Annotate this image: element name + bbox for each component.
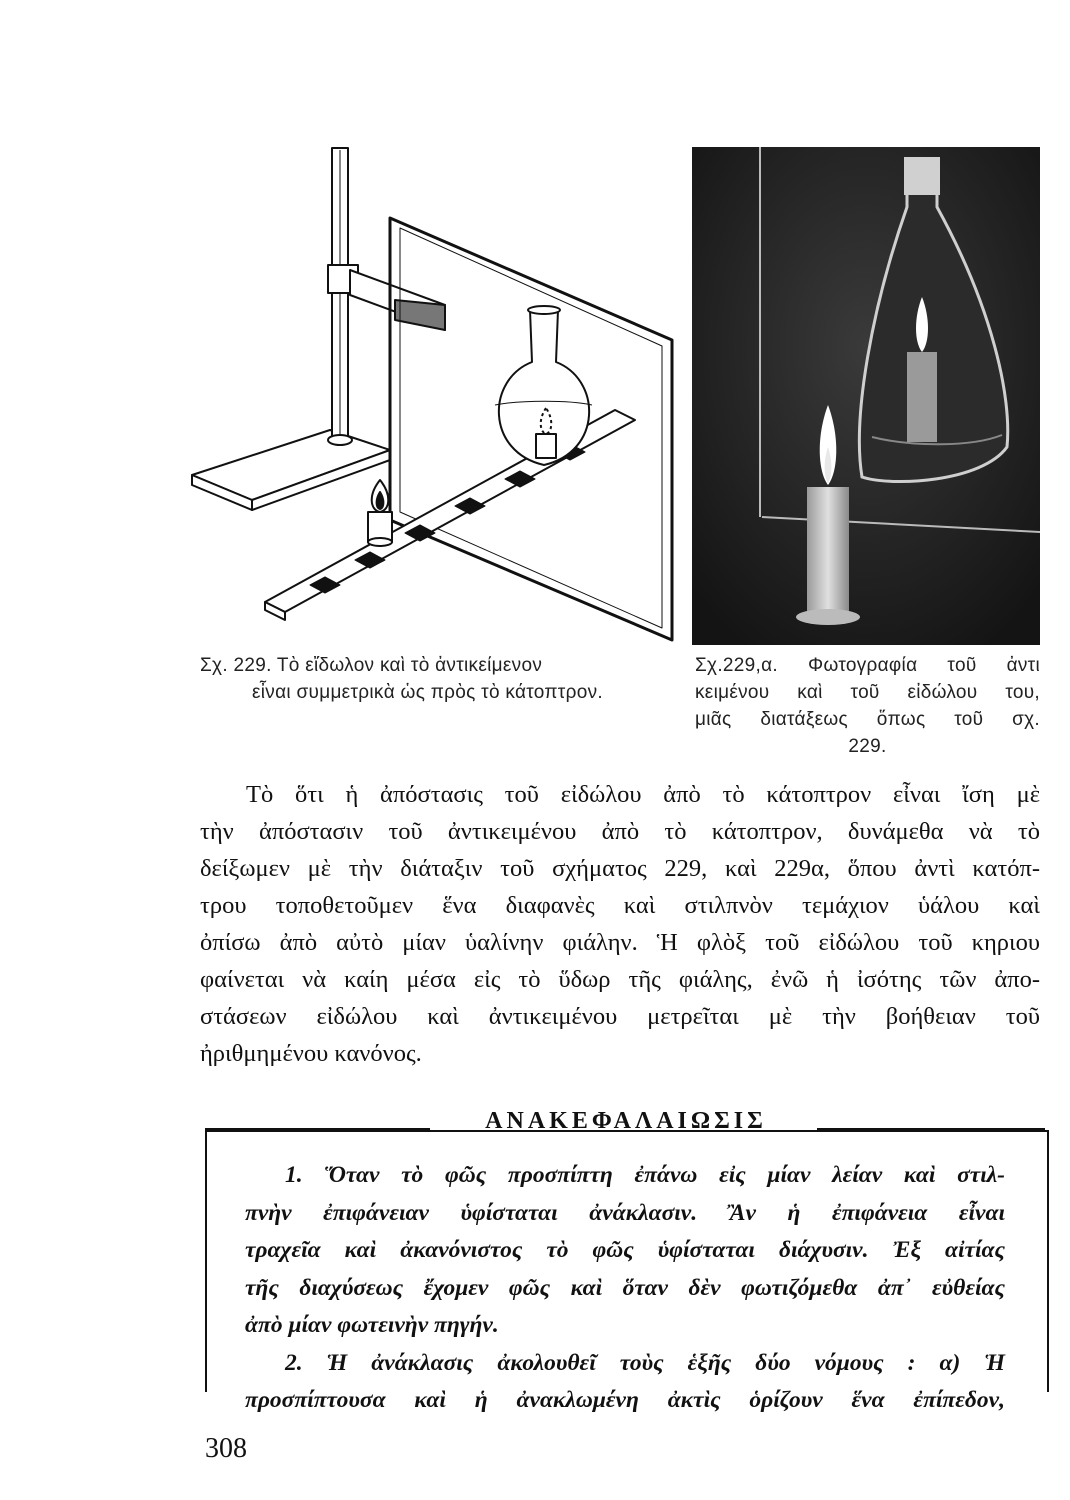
caption-line: 229. [848,736,887,757]
caption-figure-229a [695,652,1040,760]
summary-title: ΑΝΑΚΕΦΑΛΑΙΩΣΙΣ [485,1108,767,1134]
caption-line: Σχ. 229. Τὸ εἴδωλον καὶ τὸ ἀντικείμενον [200,655,543,676]
body-line: στάσεων εἰδώλου καὶ ἀντικειμένου μετρεῖται μὲ τὴν βοήθειαν τοῦ [200,1003,1040,1030]
figure-229a-photograph [692,147,1040,645]
page-number: 308 [205,1433,247,1464]
summary-line: τραχεῖα καὶ ἀκανόνιστος τὸ φῶς ὑφίσταται διάχυσιν. Ἐξ αἰτίας [245,1237,1005,1263]
summary-line: 1. Ὅταν τὸ φῶς προσπίπτη ἐπάνω εἰς μίαν λείαν καὶ στιλ- [285,1162,1005,1188]
body-line: ἠριθμημένου κανόνος. [200,1040,422,1067]
caption-line: εἶναι συμμετρικὰ ὡς πρὸς τὸ κάτοπτρον. [252,682,603,703]
body-line: φαίνεται νὰ καίη μέσα εἰς τὸ ὕδωρ τῆς φιάλης, ἐνῶ ἡ ἰσότης τῶν ἀπο- [200,966,1040,993]
caption-line: Σχ.229,α. Φωτογραφία τοῦ ἀντι [695,655,1040,676]
body-line: τὴν ἀπόστασιν τοῦ ἀντικειμένου ἀπὸ τὸ κάτοπτρον, δυνάμεθα νὰ τὸ [200,818,1040,845]
caption-figure-229 [200,652,670,706]
body-line: Τὸ ὅτι ἡ ἀπόστασις τοῦ εἰδώλου ἀπὸ τὸ κάτοπτρον εἶναι ἴση μὲ [246,781,1040,808]
summary-line: 2. Ἡ ἀνάκλασις ἀκολουθεῖ τοὺς ἑξῆς δύο νόμους : α) Ἡ [285,1349,1005,1376]
photo-candle [807,487,849,617]
body-line: δείξωμεν μὲ τὴν διάταξιν τοῦ σχήματος 229, καὶ 229α, ὅπου ἀντὶ κατόπ- [200,855,1040,882]
summary-line: τῆς διαχύσεως ἔχομεν φῶς καὶ ὅταν δὲν φωτιζόμεθα ἀπ᾽ εὐθείας [245,1274,1005,1301]
figure-229-apparatus-drawing [190,140,690,650]
body-paragraph [200,776,1040,1072]
body-line: τρου τοποθετοῦμεν ἕνα διαφανὲς καὶ στιλπνὸν τεμάχιον ὑάλου καὶ [200,892,1040,919]
summary-line: πνὴν ἐπιφάνειαν ὑφίσταται ἀνάκλασιν. Ἂν ἡ ἐπιφάνεια εἶναι [245,1199,1005,1226]
summary-text [245,1157,1005,1420]
summary-line: ἀπὸ μίαν φωτεινὴν πηγήν. [245,1312,499,1338]
caption-line: μιᾶς διατάξεως ὅπως τοῦ σχ. [695,709,1040,730]
caption-line: κειμένου καὶ τοῦ εἰδώλου του, [695,682,1040,703]
body-line: ὀπίσω ἀπὸ αὐτὸ μίαν ὑαλίνην φιάλην. Ἡ φλὸξ τοῦ εἰδώλου τοῦ κηριου [200,929,1040,956]
summary-line: προσπίπτουσα καὶ ἡ ἀνακλωμένη ἀκτὶς ὁρίζουν ἕνα ἐπίπεδον, [245,1387,1005,1413]
photo-candle-and-image-in-flask [692,147,1040,645]
